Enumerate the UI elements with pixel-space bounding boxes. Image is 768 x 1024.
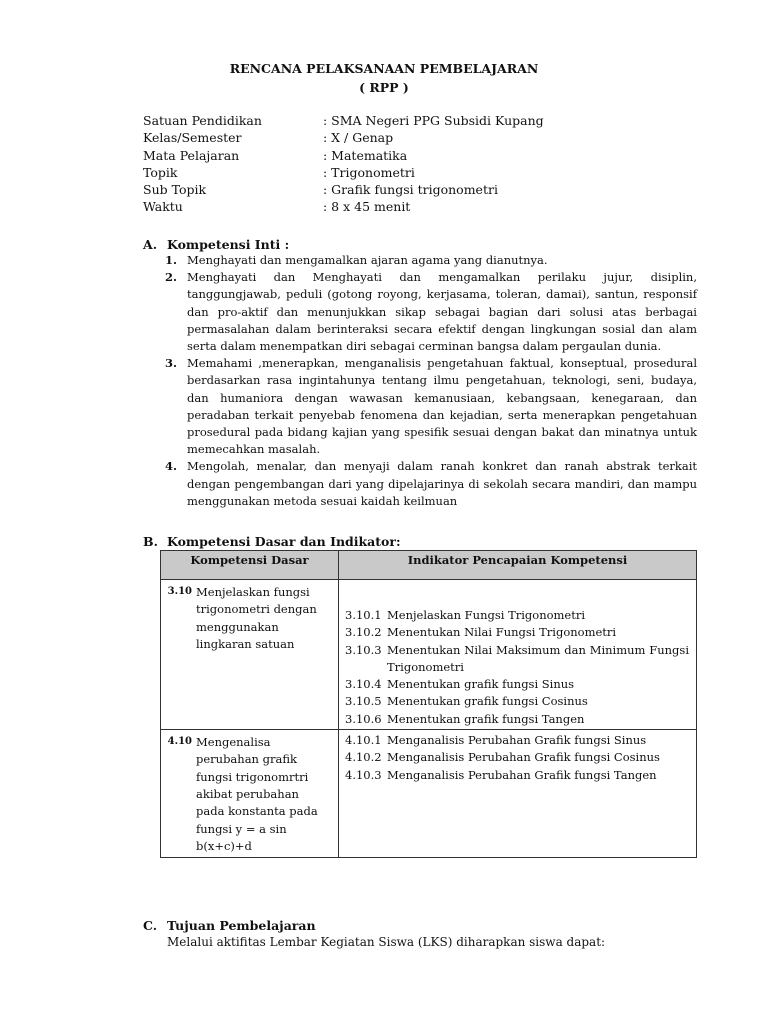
table-header-row xyxy=(161,551,697,580)
indicator-code: 4.10.2 xyxy=(345,750,382,765)
section-title: Tujuan Pembelajaran xyxy=(167,918,316,933)
kd-number: 3.10 xyxy=(167,586,192,597)
meta-label: Kelas/Semester xyxy=(143,130,242,146)
section-title: Kompetensi Inti : xyxy=(167,237,290,252)
indicator-code: 4.10.1 xyxy=(345,733,382,748)
meta-value: : X / Genap xyxy=(323,130,394,146)
indicator-code: 3.10.5 xyxy=(345,694,382,709)
meta-value: : 8 x 45 menit xyxy=(323,199,411,215)
list-number: 1. xyxy=(165,253,178,267)
section-b-heading xyxy=(143,534,401,549)
indicator-code: 3.10.6 xyxy=(345,711,382,726)
indicator-item xyxy=(345,624,689,641)
list-item xyxy=(165,458,697,510)
list-text: Memahami ,menerapkan, menganalisis pengetahuan faktual, konseptual, prosedural berdasarkan rasa ingintahunya tentang ilmu pengetahuan, teknologi, seni, budaya, dan humaniora dengan wawasan kemanusiaan, kebangsaan, kenegaraan, dan peradaban terkait penyebab fenomena dan kejadian, serta menerapkan pengetahuan prosedural pada bidang kajian yang spesifik sesuai dengan bakat dan minatnya untuk memecahkan masalah. xyxy=(187,356,697,457)
kd-cell xyxy=(161,580,339,730)
indicator-text: Menentukan Nilai Fungsi Trigonometri xyxy=(387,625,617,640)
identity-block xyxy=(143,113,544,217)
kd-text: Mengenalisa perubahan grafik fungsi trigonomrtri akibat perubahan pada konstanta pada fungsi y = a sin b(x+c)+d xyxy=(196,735,318,853)
table-row xyxy=(161,580,697,730)
meta-row xyxy=(143,165,544,182)
kompetensi-inti-list xyxy=(165,252,697,510)
indicator-text: Menentukan grafik fungsi Cosinus xyxy=(387,694,588,709)
meta-label: Topik xyxy=(143,164,178,180)
indicator-text: Menentukan Nilai Maksimum dan Minimum Fungsi Trigonometri xyxy=(387,642,689,674)
section-title: Kompetensi Dasar dan Indikator: xyxy=(167,534,401,549)
tujuan-intro: Melalui aktifitas Lembar Kegiatan Siswa (LKS) diharapkan siswa dapat: xyxy=(167,935,606,949)
column-header: Kompetensi Dasar xyxy=(161,551,339,580)
competency-table xyxy=(160,550,697,858)
indicator-code: 4.10.3 xyxy=(345,767,382,782)
meta-label: Waktu xyxy=(143,199,183,215)
meta-row xyxy=(143,182,544,199)
section-a-heading xyxy=(143,237,289,252)
list-number: 3. xyxy=(165,356,178,371)
section-letter: A. xyxy=(143,237,158,252)
indicator-code: 3.10.2 xyxy=(345,625,382,640)
kd-text: Menjelaskan fungsi trigonometri dengan menggunakan lingkaran satuan xyxy=(196,585,317,651)
list-item xyxy=(165,355,697,458)
indicator-text: Menganalisis Perubahan Grafik fungsi Tangen xyxy=(387,767,657,782)
meta-label: Satuan Pendidikan xyxy=(143,113,262,128)
indicator-text: Menentukan grafik fungsi Tangen xyxy=(387,711,585,726)
indicator-code: 3.10.3 xyxy=(345,642,382,657)
indicator-item xyxy=(345,693,689,710)
list-number: 4. xyxy=(165,459,178,474)
indicator-item xyxy=(345,642,689,677)
meta-label: Sub Topik xyxy=(143,182,207,198)
indicator-item xyxy=(345,711,689,728)
section-letter: C. xyxy=(143,918,158,933)
table-row xyxy=(161,730,697,858)
document-title: RENCANA PELAKSANAAN PEMBELAJARAN xyxy=(229,61,539,76)
indicator-item xyxy=(345,676,689,693)
indicator-text: Menentukan grafik fungsi Sinus xyxy=(387,677,575,692)
list-item xyxy=(165,269,697,355)
kd-cell xyxy=(161,730,339,858)
indicator-item xyxy=(345,732,689,749)
indicator-item xyxy=(345,749,689,766)
meta-row xyxy=(143,148,544,165)
kd-number: 4.10 xyxy=(167,736,192,748)
indicator-code: 3.10.1 xyxy=(345,608,382,622)
meta-value: : Matematika xyxy=(323,147,408,163)
meta-row xyxy=(143,130,544,147)
indicator-cell xyxy=(339,730,697,858)
list-text: Menghayati dan mengamalkan ajaran agama yang dianutnya. xyxy=(187,253,548,267)
meta-value: : Grafik fungsi trigonometri xyxy=(323,182,498,198)
column-header: Indikator Pencapaian Kompetensi xyxy=(339,551,697,580)
list-text: Menghayati dan Menghayati dan mengamalkan perilaku jujur, disiplin, tanggungjawab, peduli (gotong royong, kerjasama, toleran, damai), santun, responsif dan pro-aktif dan menunjukkan sikap sebagai bagian dari solusi atas berbagai permasalahan dalam berinteraksi secara efektif dengan lingkungan sosial dan alam serta dalam menempatkan diri sebagai cerminan bangsa dalam pergaulan dunia. xyxy=(187,270,697,354)
indicator-text: Menganalisis Perubahan Grafik fungsi Sinus xyxy=(387,733,647,748)
meta-label: Mata Pelajaran xyxy=(143,147,240,163)
document-subtitle: ( RPP ) xyxy=(359,80,409,95)
indicator-text: Menjelaskan Fungsi Trigonometri xyxy=(387,608,586,622)
section-c-heading xyxy=(143,918,316,933)
meta-value: : Trigonometri xyxy=(323,164,415,180)
list-number: 2. xyxy=(165,270,178,285)
meta-value: : SMA Negeri PPG Subsidi Kupang xyxy=(323,113,544,128)
indicator-cell xyxy=(339,580,697,730)
indicator-text: Menganalisis Perubahan Grafik fungsi Cosinus xyxy=(387,750,660,765)
meta-row xyxy=(143,199,544,216)
indicator-code: 3.10.4 xyxy=(345,677,382,692)
meta-row xyxy=(143,113,544,130)
list-text: Mengolah, menalar, dan menyaji dalam ranah konkret dan ranah abstrak terkait dengan pengembangan dari yang dipelajarinya di sekolah secara mandiri, dan mampu menggunakan metoda sesuai kaidah keilmuan xyxy=(187,459,697,508)
list-item xyxy=(165,252,697,269)
indicator-item xyxy=(345,767,689,784)
section-letter: B. xyxy=(143,534,158,549)
indicator-item xyxy=(345,607,689,624)
